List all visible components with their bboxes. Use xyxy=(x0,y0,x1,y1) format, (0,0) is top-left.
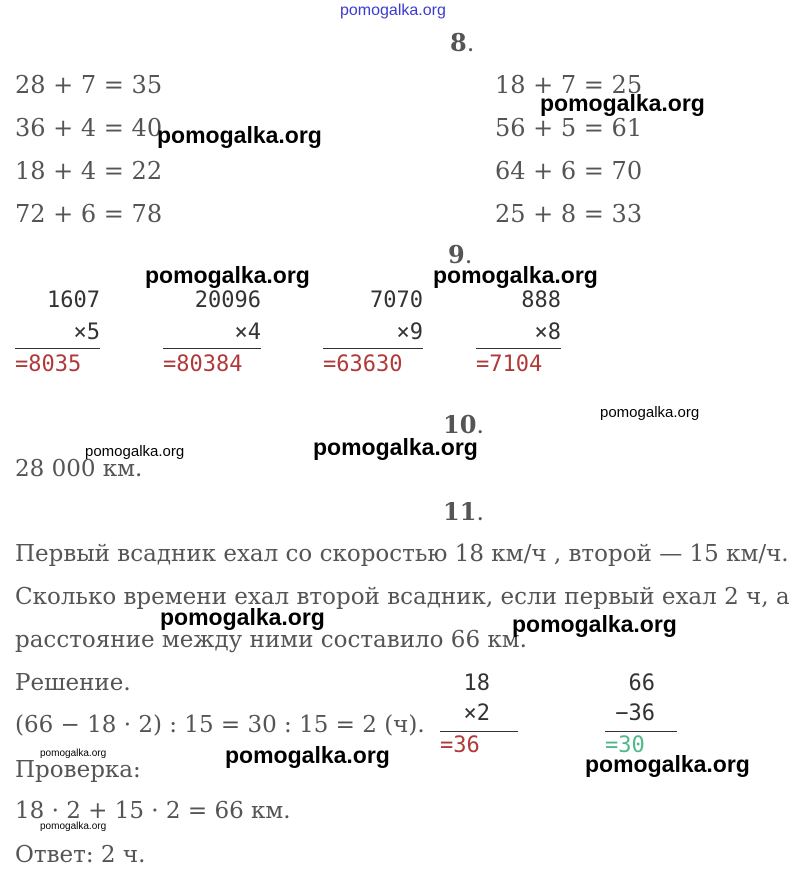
multiplicand: 7070 xyxy=(370,288,423,313)
calc-sub-op: −36 xyxy=(615,701,655,726)
multiplier: ×9 xyxy=(396,320,423,345)
product: =8035 xyxy=(15,352,82,377)
column-multiplication-2 xyxy=(163,288,261,378)
column-1-line xyxy=(15,348,100,349)
task-10-answer: 28 000 км. xyxy=(15,456,143,482)
task-8-number: 8. xyxy=(450,28,475,57)
watermark: pomogalka.org xyxy=(313,434,478,460)
watermark: pomogalka.org xyxy=(160,604,325,630)
task-11-number: 11. xyxy=(443,497,485,526)
multiplicand: 888 xyxy=(521,288,561,313)
task-10-number: 10. xyxy=(443,410,485,439)
check-label: Проверка: xyxy=(15,757,141,783)
calc-sub-top: 66 xyxy=(628,671,655,696)
multiplicand: 1607 xyxy=(47,288,100,313)
column-multiplication-1 xyxy=(15,288,100,378)
watermark: pomogalka.org xyxy=(540,90,705,116)
column-multiplication-4 xyxy=(476,288,561,378)
watermark-top: pomogalka.org xyxy=(340,2,446,19)
calc-subtraction xyxy=(605,671,655,759)
column-2-line xyxy=(163,348,261,349)
watermark: pomogalka.org xyxy=(585,751,750,777)
watermark: pomogalka.org xyxy=(600,404,700,421)
multiplier: ×5 xyxy=(73,320,100,345)
check-expression: 18 · 2 + 15 · 2 = 66 км. xyxy=(15,798,291,824)
task-8-right-eq-3: 64 + 6 = 70 xyxy=(495,157,643,185)
task-8-left-eq-3: 18 + 4 = 22 xyxy=(15,157,163,185)
watermark: pomogalka.org xyxy=(512,611,677,637)
task-8-right-eq-1: 18 + 7 = 25 xyxy=(495,71,643,99)
calc-mult-line xyxy=(440,731,518,732)
calc-mult-result: =36 xyxy=(440,733,480,758)
watermark: pomogalka.org xyxy=(40,748,107,759)
multiplier: ×4 xyxy=(234,320,261,345)
calc-mult-op: ×2 xyxy=(463,701,490,726)
watermark: pomogalka.org xyxy=(225,742,390,768)
calc-sub-line xyxy=(605,731,677,732)
solution-expression: (66 − 18 · 2) : 15 = 30 : 15 = 2 (ч). xyxy=(15,712,425,738)
watermark: pomogalka.org xyxy=(40,821,107,832)
task-11-line-2: Сколько времени ехал второй всадник, если первый ехал 2 ч, а xyxy=(15,584,790,610)
column-4-line xyxy=(476,348,561,349)
watermark: pomogalka.org xyxy=(145,262,310,288)
task-11-answer: Ответ: 2 ч. xyxy=(15,842,146,868)
task-8-left-eq-1: 28 + 7 = 35 xyxy=(15,71,163,99)
task-8-left-eq-2: 36 + 4 = 40 xyxy=(15,114,163,142)
watermark: pomogalka.org xyxy=(157,122,322,148)
product: =80384 xyxy=(163,352,243,377)
multiplicand: 20096 xyxy=(194,288,261,313)
task-11-line-3: расстояние между ними составило 66 км. xyxy=(15,627,527,653)
product: =7104 xyxy=(476,352,543,377)
column-3-line xyxy=(323,348,423,349)
task-8-right-eq-2: 56 + 5 = 61 xyxy=(495,114,643,142)
solution-label: Решение. xyxy=(15,670,131,696)
task-8-right-eq-4: 25 + 8 = 33 xyxy=(495,200,643,228)
column-multiplication-3 xyxy=(323,288,423,378)
product: =63630 xyxy=(323,352,403,377)
task-8-left-eq-4: 72 + 6 = 78 xyxy=(15,200,163,228)
calc-multiplication xyxy=(440,671,490,759)
task-11-line-1: Первый всадник ехал со скоростью 18 км/ч , второй — 15 км/ч. xyxy=(15,541,789,567)
calc-mult-top: 18 xyxy=(463,671,490,696)
task-9-number: 9. xyxy=(448,240,473,269)
watermark: pomogalka.org xyxy=(85,443,185,460)
calc-sub-result: =30 xyxy=(605,733,645,758)
multiplier: ×8 xyxy=(534,320,561,345)
watermark: pomogalka.org xyxy=(433,262,598,288)
